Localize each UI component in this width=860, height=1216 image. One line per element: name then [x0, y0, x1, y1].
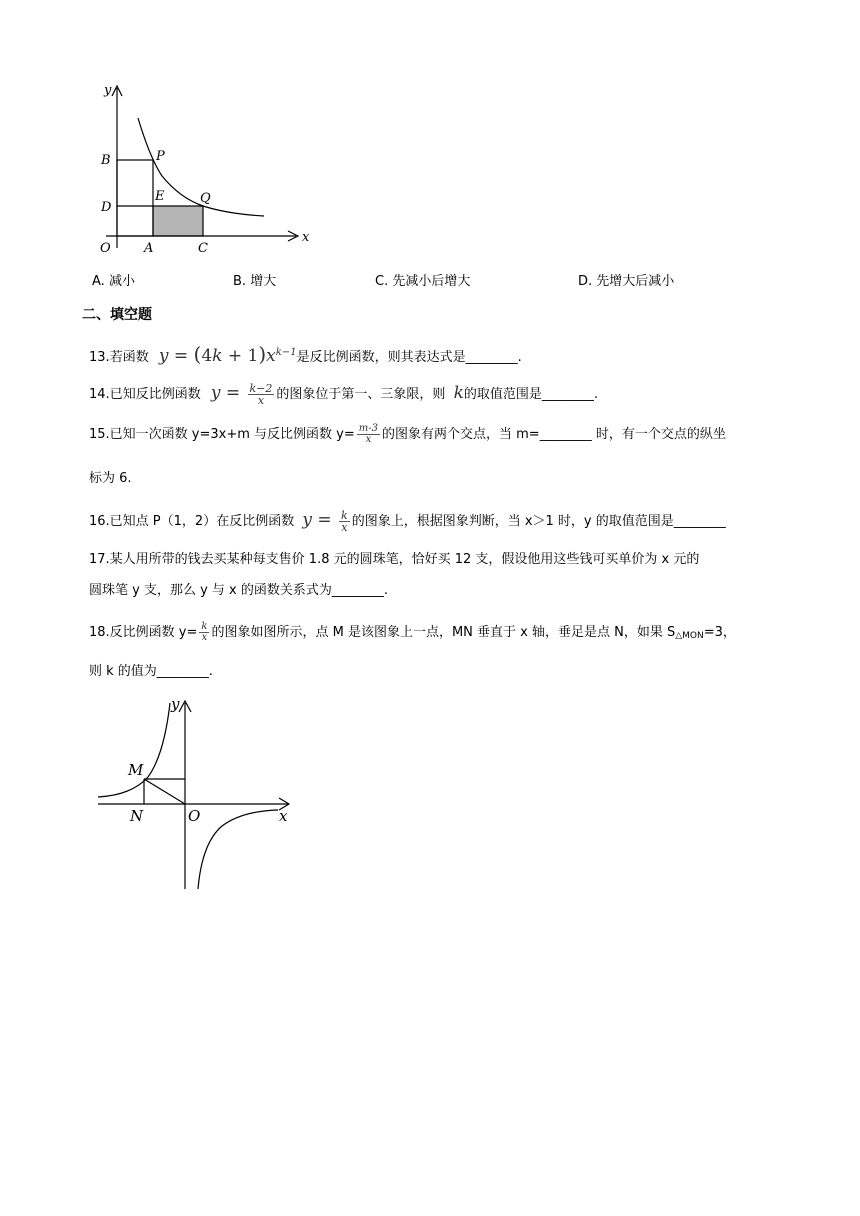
q13-number: 13.	[89, 350, 110, 365]
q18-frac-num: k	[201, 621, 208, 632]
q13-exponent: k−1	[275, 347, 297, 358]
q18-suffix: =3，	[703, 625, 736, 640]
label-b: B	[101, 153, 111, 168]
label-d: D	[101, 200, 112, 215]
figure-1-graph	[88, 80, 318, 258]
option-c-text: 先减小后增大	[392, 274, 471, 289]
question-16	[89, 510, 726, 533]
option-c-letter: C.	[375, 274, 389, 289]
label-o: O	[188, 807, 201, 825]
label-e: E	[155, 189, 165, 204]
q13-eq-y: y	[158, 346, 169, 366]
q16-equals: =	[311, 510, 338, 530]
option-b[interactable]	[233, 270, 276, 289]
label-x: x	[302, 230, 310, 245]
q18-subscript: △MON	[675, 631, 704, 641]
q13-eq-equals: =	[168, 346, 194, 366]
q14-number: 14.	[89, 387, 110, 402]
label-p: P	[156, 149, 165, 164]
question-13	[89, 343, 522, 368]
q15-suffix: 的图象有两个交点，当 m=________ 时，有一个交点的纵坐	[382, 427, 726, 442]
q18-frac-den: x	[201, 632, 208, 643]
label-q: Q	[200, 191, 211, 206]
q13-prefix: 若函数	[109, 350, 149, 365]
option-b-text: 增大	[250, 274, 277, 289]
q18-middle: 的图象如图所示，点 M 是该图象上一点，MN 垂直于 x 轴，垂足是点 N，如果 S	[211, 625, 676, 640]
q16-frac-num: k	[341, 509, 348, 522]
q14-mid: 的图象位于第一、三象限，则	[276, 387, 446, 402]
q16-prefix: 16.已知点 P（1，2）在反比例函数	[89, 514, 295, 529]
question-17-line-2: 圆珠笔 y 支，那么 y 与 x 的函数关系式为________.	[89, 583, 389, 598]
q16-frac-den: x	[341, 521, 348, 534]
q13-k: k	[212, 346, 223, 366]
option-d[interactable]	[578, 270, 674, 289]
rectangle-oapb	[117, 160, 153, 236]
label-x: x	[279, 807, 288, 825]
question-17-line-1: 17.某人用所带的钱去买某种每支售价 1.8 元的圆珠笔，恰好买 12 支，假设他用这些钱可买单价为 x 元的	[89, 552, 700, 567]
option-c[interactable]	[375, 270, 470, 289]
label-o: O	[100, 241, 111, 256]
hyperbola-left-branch	[98, 703, 170, 797]
q14-fraction	[248, 383, 275, 406]
q14-frac-num: k−2	[249, 382, 273, 395]
q13-suffix: 是反比例函数，则其表达式是________.	[296, 350, 522, 365]
q14-y: y	[210, 383, 221, 403]
q16-fraction	[339, 510, 350, 533]
q13-x: x	[266, 346, 276, 366]
question-14	[89, 383, 598, 406]
question-18-line-2: 则 k 的值为________.	[89, 664, 213, 679]
hyperbola-right-branch	[198, 810, 278, 889]
figure-2-graph	[92, 693, 302, 893]
q14-prefix: 已知反比例函数	[109, 387, 201, 402]
q15-frac-num: m-3	[358, 423, 378, 434]
option-b-letter: B.	[233, 274, 247, 289]
option-a-letter: A.	[92, 274, 105, 289]
option-a-text: 减小	[108, 274, 135, 289]
shaded-rectangle	[153, 206, 203, 236]
option-a[interactable]	[92, 270, 135, 289]
q13-rparen: )	[258, 342, 267, 366]
q14-suffix: 的取值范围是________.	[463, 387, 599, 402]
q14-frac-den: x	[257, 394, 265, 407]
section-heading: 二、填空题	[82, 307, 152, 323]
q14-k: k	[453, 383, 464, 403]
q16-y: y	[302, 510, 312, 530]
label-n: N	[130, 807, 144, 825]
q13-plus-one: + 1	[222, 346, 259, 366]
option-d-text: 先增大后减小	[596, 274, 675, 289]
question-15-line-2: 标为 6.	[89, 471, 132, 486]
label-c: C	[198, 241, 208, 256]
q15-frac-den: x	[365, 434, 372, 445]
q15-prefix: 15.已知一次函数 y=3x+m 与反比例函数 y=	[89, 427, 355, 442]
q13-lparen: (	[193, 342, 202, 366]
q18-prefix: 18.反比例函数 y=	[89, 625, 198, 640]
question-15-line-1	[89, 424, 726, 445]
q15-fraction	[357, 424, 380, 445]
segment-mo	[144, 779, 185, 804]
question-18-line-1	[89, 622, 736, 646]
q14-equals: =	[220, 383, 246, 403]
q16-suffix: 的图象上，根据图象判断，当 x＞1 时，y 的取值范围是________	[351, 514, 726, 529]
label-a: A	[144, 241, 154, 256]
option-d-letter: D.	[578, 274, 593, 289]
label-y: y	[104, 83, 112, 98]
label-m: M	[128, 761, 144, 779]
q13-four: 4	[201, 346, 213, 366]
q18-fraction	[199, 622, 209, 643]
label-y: y	[171, 695, 180, 713]
